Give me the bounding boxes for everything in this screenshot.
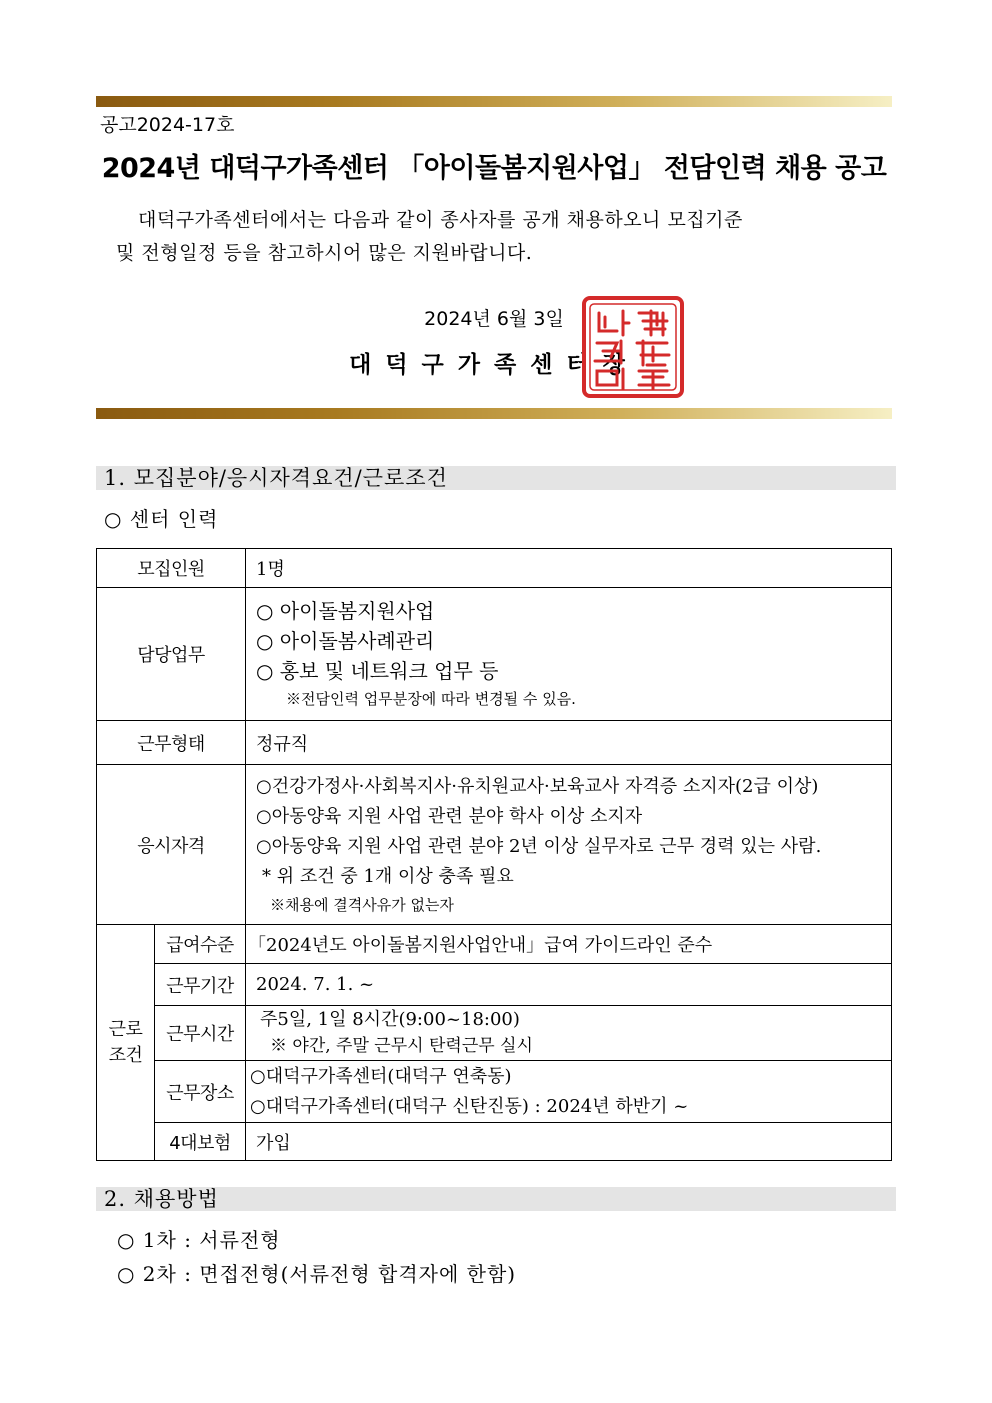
duty-note: ※전담인력 업무분장에 따라 변경될 수 있음. <box>286 690 576 708</box>
work-condition-label <box>97 925 155 1161</box>
section-1-heading: 1. 모집분야/응시자격요건/근로조건 <box>96 466 896 490</box>
table-row <box>97 1123 892 1161</box>
organization-name: 대덕구가족센터장 <box>349 351 639 378</box>
work-type-value: 정규직 <box>246 721 892 765</box>
method-step-2: ○ 2차 : 면접전형(서류전형 합격자에 한함) <box>117 1262 517 1286</box>
intro-text <box>116 204 892 270</box>
notice-number: 공고2024-17호 <box>100 114 235 136</box>
period-value: 2024. 7. 1. ~ <box>246 964 892 1006</box>
table-row <box>97 1006 892 1061</box>
table-row <box>97 964 892 1006</box>
qualification-item: ○아동양육 지원 사업 관련 분야 2년 이상 실무자로 근무 경력 있는 사람. <box>256 835 822 857</box>
duty-item: ○ 홍보 및 네트워크 업무 등 <box>256 659 499 683</box>
work-condition-label-line: 근로 <box>108 1018 143 1040</box>
qualification-note: ※채용에 결격사유가 없는자 <box>270 895 454 914</box>
bottom-gold-bar <box>96 408 892 419</box>
place-item: ○대덕구가족센터(대덕구 신탄진동) : 2024년 하반기 ~ <box>250 1095 689 1117</box>
table-row <box>97 721 892 765</box>
qualification-item: * 위 조건 중 1개 이상 충족 필요 <box>262 865 514 887</box>
recruit-label: 모집인원 <box>97 549 246 588</box>
duty-item: ○ 아이돌봄사례관리 <box>256 629 435 653</box>
salary-label: 급여수준 <box>155 925 246 964</box>
qualification-label: 응시자격 <box>97 765 246 925</box>
top-gold-bar <box>96 96 892 107</box>
recruitment-table <box>96 548 892 1161</box>
period-label: 근무기간 <box>155 964 246 1006</box>
insurance-value: 가입 <box>246 1123 892 1161</box>
intro-line-2: 및 전형일정 등을 참고하시어 많은 지원바랍니다. <box>116 242 533 264</box>
table-row <box>97 549 892 588</box>
hours-note: ※ 야간, 주말 근무시 탄력근무 실시 <box>270 1036 533 1056</box>
table-row <box>97 925 892 964</box>
table-row <box>97 765 892 925</box>
place-label: 근무장소 <box>155 1061 246 1123</box>
place-item: ○대덕구가족센터(대덕구 연축동) <box>250 1065 512 1087</box>
table-row <box>97 588 892 721</box>
duty-label: 담당업무 <box>97 588 246 721</box>
qualification-list <box>246 765 892 925</box>
salary-value: 「2024년도 아이돌봄지원사업안내」급여 가이드라인 준수 <box>246 925 892 964</box>
hours-label: 근무시간 <box>155 1006 246 1061</box>
hours-cell <box>246 1006 892 1061</box>
duty-item: ○ 아이돌봄지원사업 <box>256 599 435 623</box>
qualification-item: ○건강가정사·사회복지사·유치원교사·보육교사 자격증 소지자(2급 이상) <box>256 775 819 797</box>
duty-list <box>246 588 892 721</box>
notice-date: 2024년 6월 3일 <box>424 308 564 330</box>
recruit-value: 1명 <box>246 549 892 588</box>
page-title: 2024년 대덕구가족센터 「아이돌봄지원사업」 전담인력 채용 공고 <box>101 153 887 184</box>
qualification-item: ○아동양육 지원 사업 관련 분야 학사 이상 소지자 <box>256 805 643 827</box>
work-condition-label-line: 조건 <box>108 1044 143 1066</box>
hours-value: 주5일, 1일 8시간(9:00~18:00) <box>260 1009 520 1030</box>
work-type-label: 근무형태 <box>97 721 246 765</box>
intro-line-1: 대덕구가족센터에서는 다음과 같이 종사자를 공개 채용하오니 모집기준 <box>138 209 743 231</box>
method-step-1: ○ 1차 : 서류전형 <box>117 1228 281 1252</box>
section-2-heading: 2. 채용방법 <box>96 1187 896 1211</box>
section-1-subheading: ○ 센터 인력 <box>104 507 219 531</box>
insurance-label: 4대보험 <box>155 1123 246 1161</box>
table-row <box>97 1061 892 1123</box>
official-seal-icon <box>581 295 685 399</box>
place-cell <box>246 1061 892 1123</box>
